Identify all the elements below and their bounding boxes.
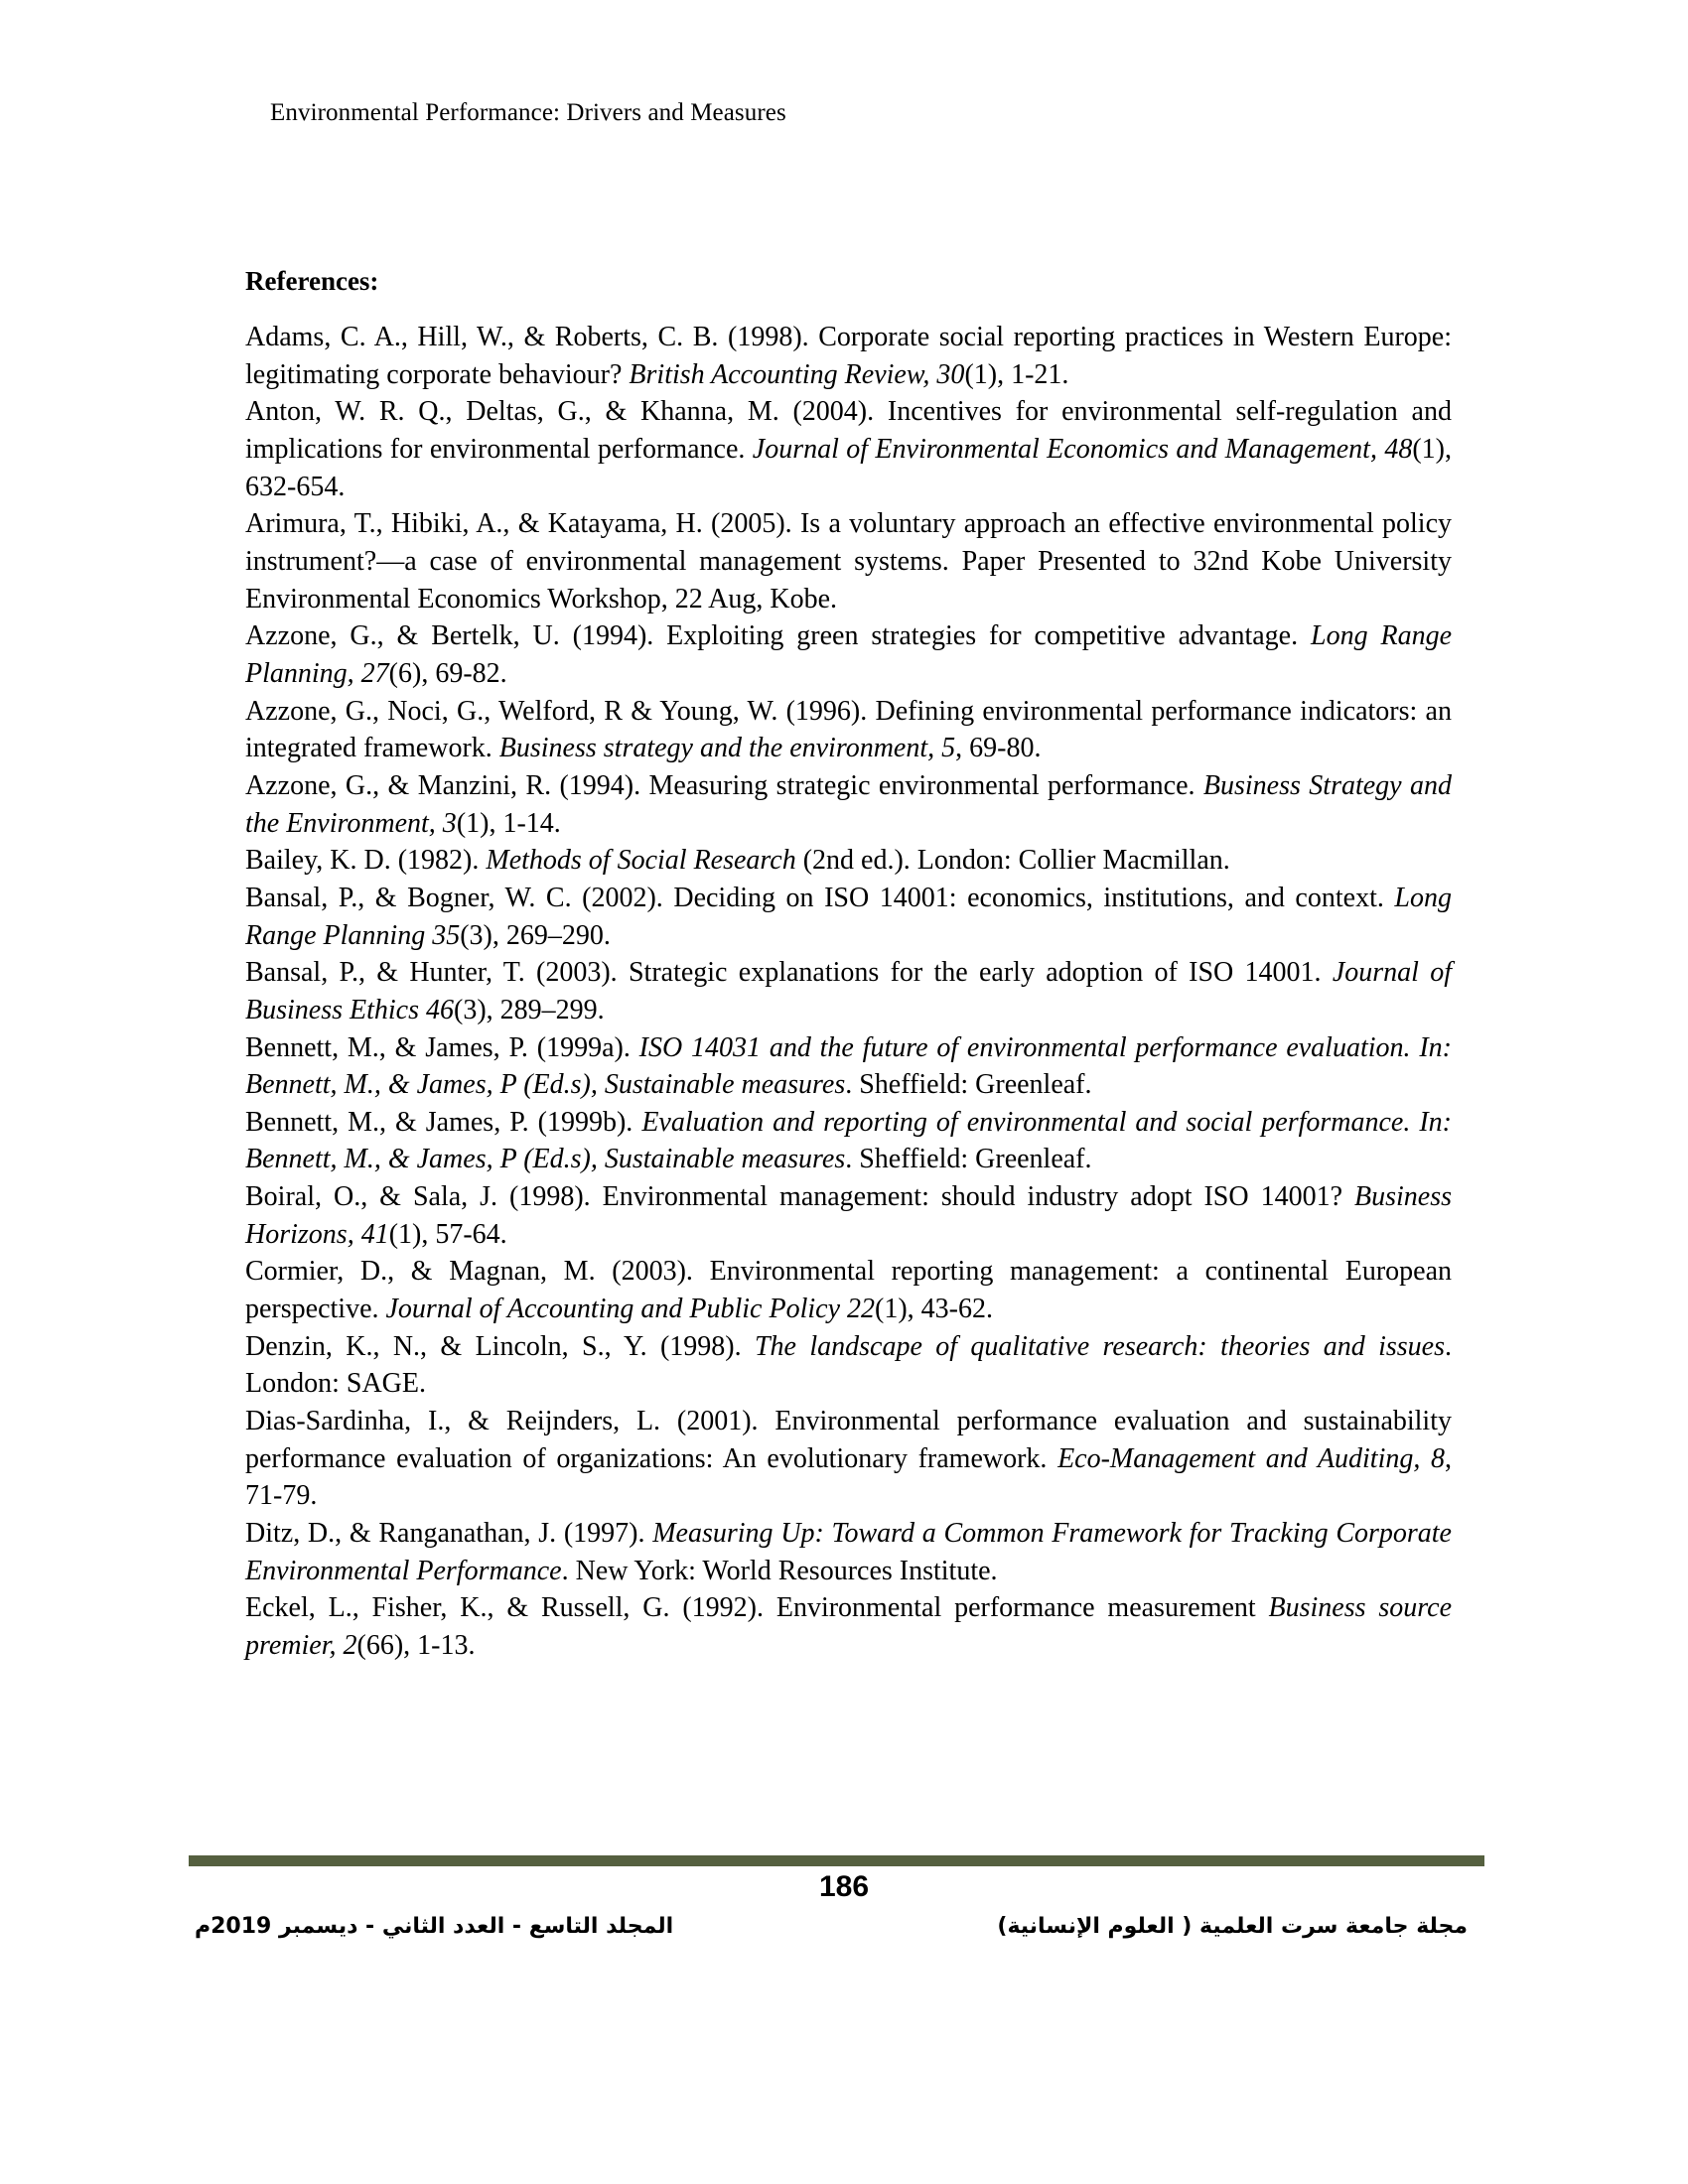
reference-text: Azzone, G., Noci, G., Welford, R & Young, W. (1996). Defining environmental performance indicators: an integrated framework. — [245, 695, 1452, 764]
reference-text: Cormier, D., & Magnan, M. (2003). Environmental reporting management: a continental European perspective. — [245, 1256, 1452, 1325]
reference-text: . London: SAGE. — [245, 1330, 1452, 1400]
reference-entry — [245, 1328, 1452, 1403]
reference-title-italic: ISO 14031 and the future of environmental performance evaluation. In: Bennett, M., & James, P (Ed.s), Sustainable measures — [245, 1031, 1452, 1101]
reference-entry — [245, 1253, 1452, 1327]
reference-text: , 69-80. — [955, 733, 1042, 764]
reference-title-italic: Long Range Planning 35 — [245, 882, 1452, 951]
reference-title-italic: Long Range Planning, 27 — [245, 620, 1452, 689]
footer-issue-info: المجلد التاسع - العدد الثاني - ديسمبر 2019م — [195, 1914, 674, 1939]
reference-text: Bansal, P., & Bogner, W. C. (2002). Deciding on ISO 14001: economics, institutions, and context. — [245, 882, 1395, 913]
reference-text: Adams, C. A., Hill, W., & Roberts, C. B. (1998). Corporate social reporting practices in Western Europe: legitimating corporate behaviour? — [245, 322, 1452, 390]
reference-title-italic: British Accounting Review, 30 — [629, 358, 965, 390]
reference-entry — [245, 1515, 1452, 1589]
reference-entry — [245, 880, 1452, 954]
reference-entry — [245, 954, 1452, 1028]
reference-text: Bennett, M., & James, P. (1999b). — [245, 1106, 642, 1138]
reference-text: (2nd ed.). London: Collier Macmillan. — [795, 845, 1230, 877]
reference-title-italic: Eco-Management and Auditing, 8 — [1057, 1442, 1445, 1474]
reference-title-italic: Measuring Up: Toward a Common Framework for Tracking Corporate Environmental Performance — [245, 1518, 1452, 1586]
reference-text: Boiral, O., & Sala, J. (1998). Environmental management: should industry adopt ISO 14001? — [245, 1181, 1354, 1213]
reference-text: Bennett, M., & James, P. (1999a). — [245, 1031, 639, 1063]
footer-divider — [189, 1855, 1484, 1866]
reference-text: (1), 1-21. — [964, 358, 1069, 390]
references-section — [245, 266, 1452, 1665]
reference-entry — [245, 1589, 1452, 1664]
references-heading: References: — [245, 266, 379, 296]
reference-text: (1), 632-654. — [245, 434, 1452, 502]
reference-list — [245, 319, 1452, 1665]
reference-text: Azzone, G., & Manzini, R. (1994). Measuring strategic environmental performance. — [245, 769, 1203, 801]
reference-entry — [245, 1403, 1452, 1515]
reference-entry — [245, 1029, 1452, 1104]
page-number: 186 — [818, 1870, 870, 1903]
reference-title-italic: Journal of Business Ethics 46 — [245, 957, 1452, 1025]
reference-text: Anton, W. R. Q., Deltas, G., & Khanna, M. (2004). Incentives for environmental self-regulation and implications for environmental performance. — [245, 396, 1452, 466]
reference-text: Ditz, D., & Ranganathan, J. (1997). — [245, 1518, 653, 1550]
reference-text: Denzin, K., N., & Lincoln, S., Y. (1998). — [245, 1330, 755, 1362]
reference-entry — [245, 393, 1452, 505]
running-head: Environmental Performance: Drivers and Measures — [270, 99, 786, 126]
reference-title-italic: Evaluation and reporting of environmental and social performance. In: Bennett, M., & James, P (Ed.s), Sustainable measures — [245, 1106, 1452, 1175]
reference-text: . Sheffield: Greenleaf. — [845, 1144, 1092, 1175]
reference-text: (1), 43-62. — [875, 1294, 993, 1325]
reference-text: Azzone, G., & Bertelk, U. (1994). Exploiting green strategies for competitive advantage. — [245, 620, 1311, 652]
reference-title-italic: Methods of Social Research — [486, 845, 796, 877]
reference-title-italic: Business strategy and the environment, 5 — [498, 733, 956, 764]
reference-entry — [245, 842, 1452, 880]
reference-title-italic: Journal of Accounting and Public Policy 22 — [385, 1294, 876, 1325]
reference-entry — [245, 767, 1452, 842]
reference-text: (1), 57-64. — [388, 1218, 507, 1250]
reference-text: Arimura, T., Hibiki, A., & Katayama, H. (2005). Is a voluntary approach an effective environmental policy instrument?—a case of environmental management systems. Paper Presented to 32nd Kobe University Environmental Economics Workshop, 22 Aug, Kobe. — [245, 508, 1452, 614]
reference-title-italic: Business Horizons, 41 — [245, 1181, 1452, 1250]
reference-text: Dias-Sardinha, I., & Reijnders, L. (2001). Environmental performance evaluation and sustainability performance evaluation of organizations: An evolutionary framework. — [245, 1406, 1452, 1474]
reference-title-italic: Business source premier, 2 — [245, 1592, 1452, 1662]
reference-entry — [245, 617, 1452, 692]
reference-text: Bansal, P., & Hunter, T. (2003). Strategic explanations for the early adoption of ISO 14001. — [245, 957, 1333, 989]
reference-title-italic: The landscape of qualitative research: theories and issues — [754, 1330, 1445, 1362]
reference-text: . New York: World Resources Institute. — [561, 1555, 998, 1586]
reference-title-italic: Journal of Environmental Economics and Management, 48 — [752, 434, 1413, 466]
reference-entry — [245, 319, 1452, 393]
reference-entry — [245, 1178, 1452, 1253]
reference-text: , 71-79. — [245, 1442, 1452, 1512]
reference-text: (3), 289–299. — [454, 994, 605, 1025]
reference-entry — [245, 1104, 1452, 1178]
reference-text: (6), 69-82. — [388, 657, 507, 689]
reference-entry — [245, 505, 1452, 617]
reference-title-italic: Business Strategy and the Environment, 3 — [245, 769, 1453, 839]
reference-entry — [245, 693, 1452, 767]
reference-text: (66), 1-13. — [356, 1630, 476, 1662]
reference-text: . Sheffield: Greenleaf. — [845, 1069, 1092, 1101]
reference-text: Eckel, L., Fisher, K., & Russell, G. (1992). Environmental performance measurement — [245, 1592, 1269, 1624]
footer-journal-name: مجلة جامعة سرت العلمية ( العلوم الإنسانية) — [997, 1914, 1468, 1939]
reference-text: (3), 269–290. — [460, 919, 611, 951]
reference-text: (1), 1-14. — [456, 807, 561, 839]
reference-text: Bailey, K. D. (1982). — [245, 845, 487, 877]
